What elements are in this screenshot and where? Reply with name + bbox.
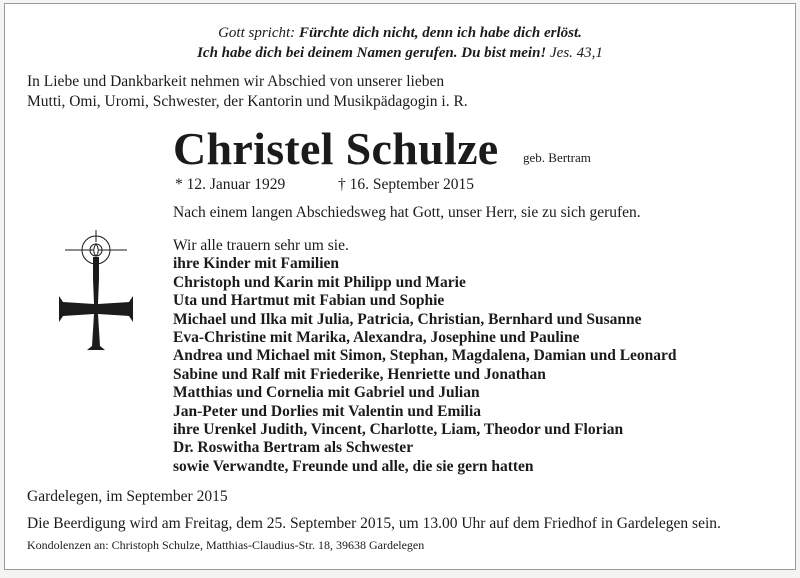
funeral-info: Die Beerdigung wird am Freitag, dem 25. September 2015, um 13.00 Uhr auf dem Friedhof in Gardelegen sein. (27, 515, 721, 532)
bible-quote-line-2 (5, 43, 795, 63)
closing-sentence: Nach einem langen Abschiedsweg hat Gott, unser Herr, sie zu sich gerufen. (173, 204, 641, 221)
mourners-list (173, 237, 677, 476)
mourner-line: Andrea und Michael mit Simon, Stephan, Magdalena, Damian und Leonard (173, 347, 677, 365)
mourners-lead: Wir alle trauern sehr um sie. (173, 237, 349, 254)
quote-prefix: Gott spricht: (218, 25, 299, 41)
obituary-notice (4, 3, 796, 570)
mourner-line: Sabine und Ralf mit Friederike, Henriette und Jonathan (173, 365, 546, 383)
quote-bold-1: Fürchte dich nicht, denn ich habe dich erlöst. (298, 25, 582, 41)
mourner-line: ihre Kinder mit Familien (173, 255, 340, 273)
quote-reference: Jes. 43,1 (546, 45, 603, 61)
mourner-line: Christoph und Karin mit Philipp und Marie (173, 273, 466, 291)
mourner-line: Michael und Ilka mit Julia, Patricia, Christian, Bernhard und Susanne (173, 310, 642, 328)
cross-with-candle-icon (49, 226, 141, 356)
intro-line-2: Mutti, Omi, Uromi, Schwester, der Kantorin und Musikpädagogin i. R. (27, 93, 468, 110)
deceased-name: Christel Schulze (173, 123, 499, 174)
quote-bold-2: Ich habe dich bei deinem Namen gerufen. Du bist mein! (197, 45, 547, 61)
mourner-line: ihre Urenkel Judith, Vincent, Charlotte, Liam, Theodor und Florian (173, 421, 624, 439)
place-and-date: Gardelegen, im September 2015 (27, 488, 228, 505)
mourner-line: Jan-Peter und Dorlies mit Valentin und Emilia (173, 402, 482, 420)
candle-body (93, 257, 99, 279)
mourner-line: Matthias und Cornelia mit Gabriel und Julian (173, 384, 480, 402)
intro-text (27, 72, 468, 112)
bible-quote-line-1 (5, 23, 795, 43)
mourner-line: Uta und Hartmut mit Fabian und Sophie (173, 292, 445, 310)
mourner-line: sowie Verwandte, Freunde und alle, die sie gern hatten (173, 457, 534, 475)
intro-line-1: In Liebe und Dankbarkeit nehmen wir Abschied von unserer lieben (27, 73, 445, 90)
cross-shape (59, 279, 133, 350)
mourner-line: Eva-Christine mit Marika, Alexandra, Josephine und Pauline (173, 329, 580, 347)
death-date: † 16. September 2015 (338, 176, 475, 193)
maiden-name: geb. Bertram (523, 150, 591, 165)
flame-icon (94, 244, 99, 256)
mourner-line: Dr. Roswitha Bertram als Schwester (173, 439, 414, 457)
birth-date: * 12. Januar 1929 (175, 176, 286, 193)
condolence-address: Kondolenzen an: Christoph Schulze, Matthias-Claudius-Str. 18, 39638 Gardelegen (27, 538, 425, 552)
